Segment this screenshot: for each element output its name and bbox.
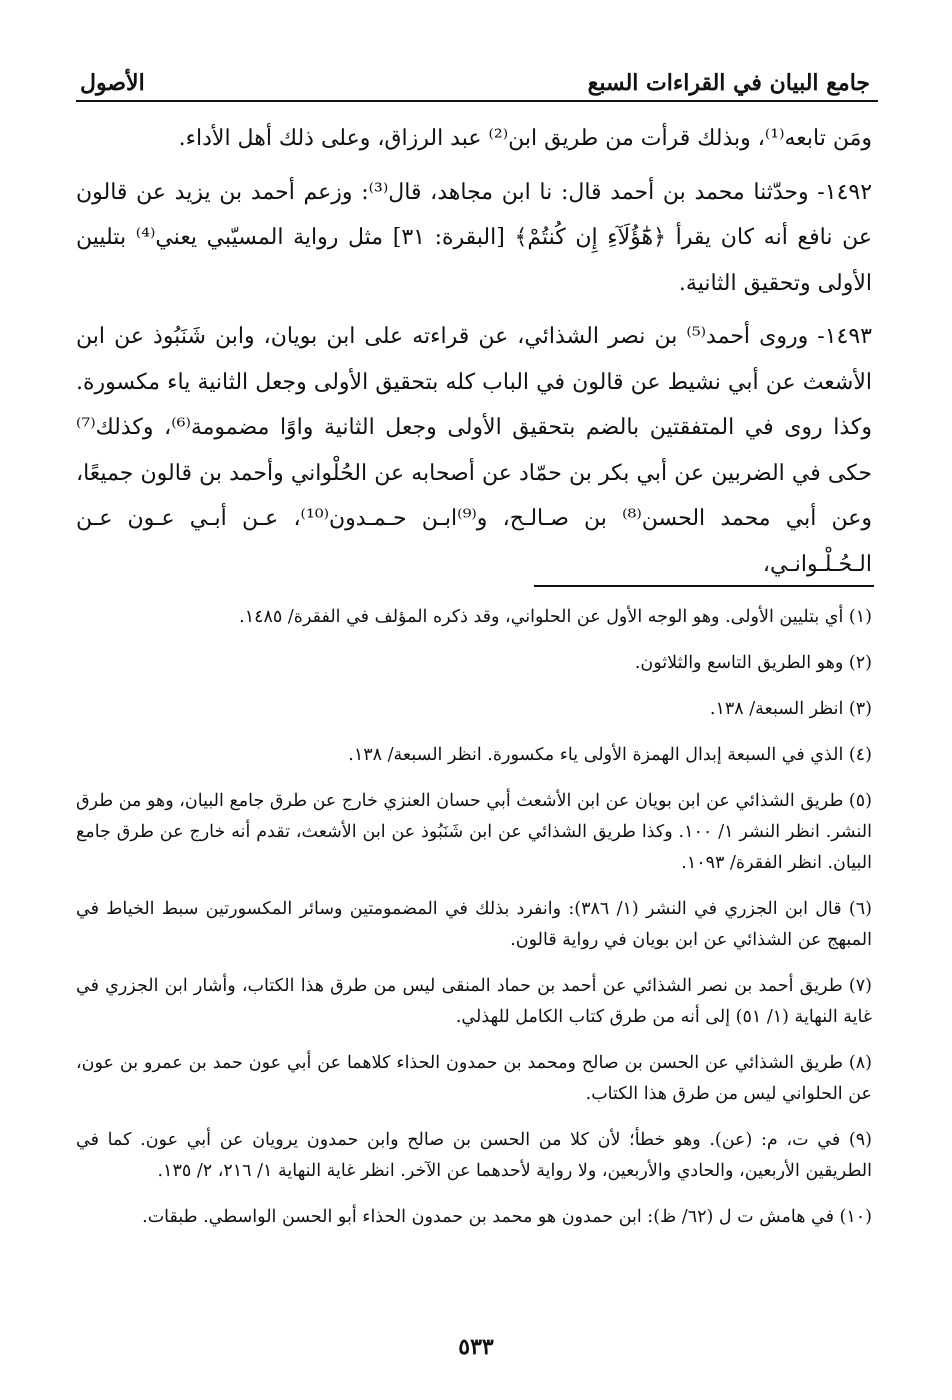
footnote-6: (٦) قال ابن الجزري في النشر (١/ ٣٨٦): وانفرد بذلك في المضمومتين وسائر المكسورتين سبط الخياط في المبهج عن الشذائي عن ابن بويان في رواية قالون. [76, 899, 872, 950]
header-rule [76, 100, 878, 102]
paragraph-continuation: ومَن تابعه⁽¹⁾، وبذلك قرأت من طريق ابن⁽²⁾ عبد الرزاق، وعلى ذلك أهل الأداء. [178, 126, 872, 151]
book-title: جامع البيان في القراءات السبع [587, 70, 870, 96]
section-title: الأصول [80, 70, 145, 96]
footnotes [76, 602, 872, 1248]
footnote-2: (٢) وهو الطريق التاسع والثلاثون. [634, 653, 872, 673]
footnote-7: (٧) طريق أحمد بن نصر الشذائي عن أحمد بن حماد المنقى ليس من طرق هذا الكتاب، وأشار ابن الجزري في غاية النهاية (١/ ٥١) إلى أنه من طرق كتاب الكامل للهذلي. [76, 976, 872, 1027]
footnote-3: (٣) انظر السبعة/ ١٣٨. [709, 699, 872, 719]
footnote-separator [534, 585, 874, 587]
footnote-8: (٨) طريق الشذائي عن الحسن بن صالح ومحمد بن حمدون الحذاء كلاهما عن أبي عون حمد بن عمرو بن عون، عن الحلواني ليس من طرق هذا الكتاب. [76, 1053, 872, 1104]
paragraph-1493: ١٤٩٣- وروى أحمد⁽⁵⁾ بن نصر الشذائي، عن قراءته على ابن بويان، وابن شَنَبُوذ عن ابن الأشعث عن أبي نشيط عن قالون في الباب كله بتحقيق الأولى وجعل الثانية ياء مكسورة. وكذا روى في المتفقتين بالضم بتحقيق الأولى وجعل الثانية واوًا مضمومة⁽⁶⁾، وكذلك⁽⁷⁾ حكى في الضربين عن أبي بكر بن حمّاد عن أصحابه عن الحُلْواني وأحمد بن قالون جميعًا، وعن أبي محمد الحسن⁽⁸⁾ بن صـالـح، و⁽⁹⁾ابـن حـمـدون⁽¹⁰⁾، عـن أبـي عـون عـن الـحُـلْـوانـي، [76, 324, 872, 577]
running-header [80, 56, 870, 96]
paragraph-1492: ١٤٩٢- وحدّثنا محمد بن أحمد قال: نا ابن مجاهد، قال⁽³⁾: وزعم أحمد بن يزيد عن قالون عن نافع أنه كان يقرأ ﴿هَٰٓؤُلَآءِ إِن كُنتُمْ﴾ [البقرة: ٣١] مثل رواية المسيّبي يعني⁽⁴⁾ بتليين الأولى وتحقيق الثانية. [76, 179, 873, 296]
footnote-1: (١) أي بتليين الأولى. وهو الوجه الأول عن الحلواني، وقد ذكره المؤلف في الفقرة/ ١٤٨٥. [239, 607, 872, 627]
main-text [76, 116, 872, 595]
footnote-9: (٩) في ت، م: (عن). وهو خطأ؛ لأن كلا من الحسن بن صالح وابن حمدون يرويان عن أبي عون. كما في الطريقين الأربعين، والحادي والأربعين، ولا رواية لأحدهما عن الآخر. انظر غاية النهاية ١/ ٢١٦، ٢/ ١٣٥. [76, 1130, 872, 1181]
page-number: ٥٣٣ [458, 1334, 494, 1360]
footnote-5: (٥) طريق الشذائي عن ابن بويان عن ابن الأشعث أبي حسان العنزي خارج عن طرق جامع البيان، وهو من طرق النشر. انظر النشر ١/ ١٠٠. وكذا طريق الشذائي عن ابن شَنَبُوذ عن ابن الأشعث، تقدم أنه خارج عن طرق جامع البيان. انظر الفقرة/ ١٠٩٣. [76, 791, 872, 873]
footnote-4: (٤) الذي في السبعة إبدال الهمزة الأولى ياء مكسورة. انظر السبعة/ ١٣٨. [348, 745, 872, 765]
footnote-10: (١٠) في هامش ت ل (٦٢/ ظ): ابن حمدون هو محمد بن حمدون الحذاء أبو الحسن الواسطي. طبقات. [142, 1207, 872, 1227]
